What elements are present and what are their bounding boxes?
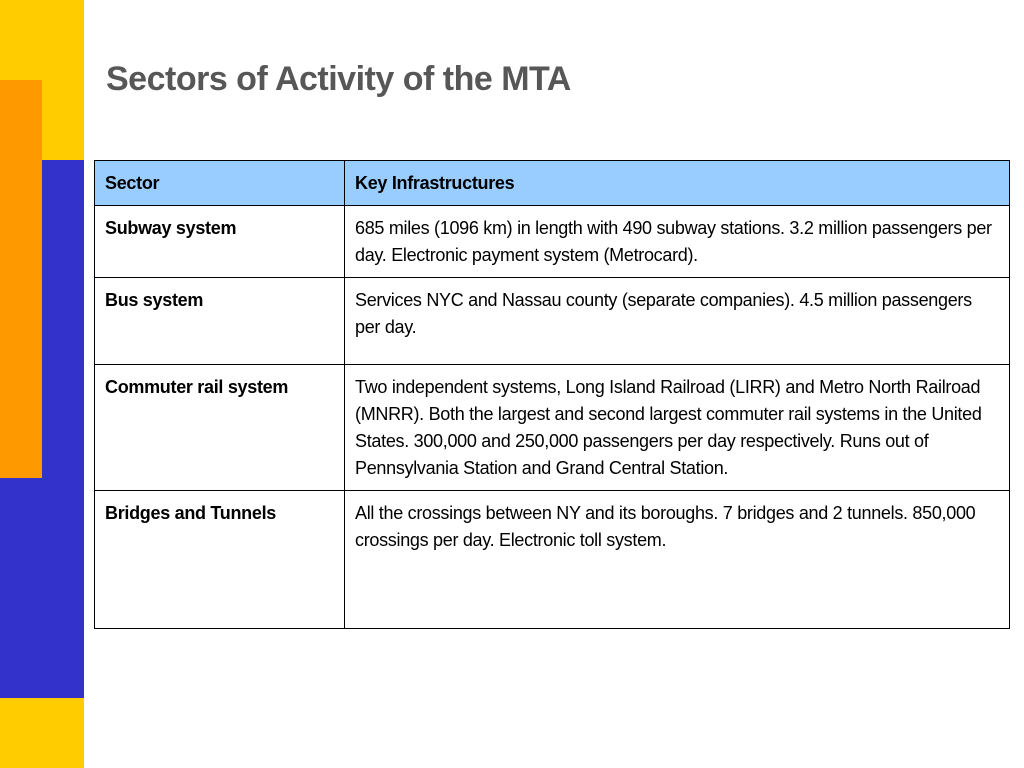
decorative-band-orange — [0, 80, 42, 478]
table-header-row — [95, 161, 1010, 206]
header-sector: Sector — [95, 161, 345, 206]
sector-cell: Bridges and Tunnels — [95, 491, 345, 629]
infrastructure-cell: All the crossings between NY and its boroughs. 7 bridges and 2 tunnels. 850,000 crossings per day. Electronic toll system. — [345, 491, 1010, 629]
table-row — [95, 365, 1010, 491]
sector-cell: Subway system — [95, 206, 345, 278]
sectors-table — [94, 160, 1010, 629]
infrastructure-cell: 685 miles (1096 km) in length with 490 subway stations. 3.2 million passengers per day. Electronic payment system (Metrocard). — [345, 206, 1010, 278]
sector-cell: Bus system — [95, 278, 345, 365]
header-key-infrastructures: Key Infrastructures — [345, 161, 1010, 206]
slide-title: Sectors of Activity of the MTA — [106, 60, 571, 98]
table-row — [95, 206, 1010, 278]
infrastructure-cell: Two independent systems, Long Island Railroad (LIRR) and Metro North Railroad (MNRR). Both the largest and second largest commuter rail systems in the United States. 300,000 and 250,000 passengers per day respectively. Runs out of Pennsylvania Station and Grand Central Station. — [345, 365, 1010, 491]
table-row — [95, 278, 1010, 365]
table-row — [95, 491, 1010, 629]
sector-cell: Commuter rail system — [95, 365, 345, 491]
infrastructure-cell: Services NYC and Nassau county (separate companies). 4.5 million passengers per day. — [345, 278, 1010, 365]
